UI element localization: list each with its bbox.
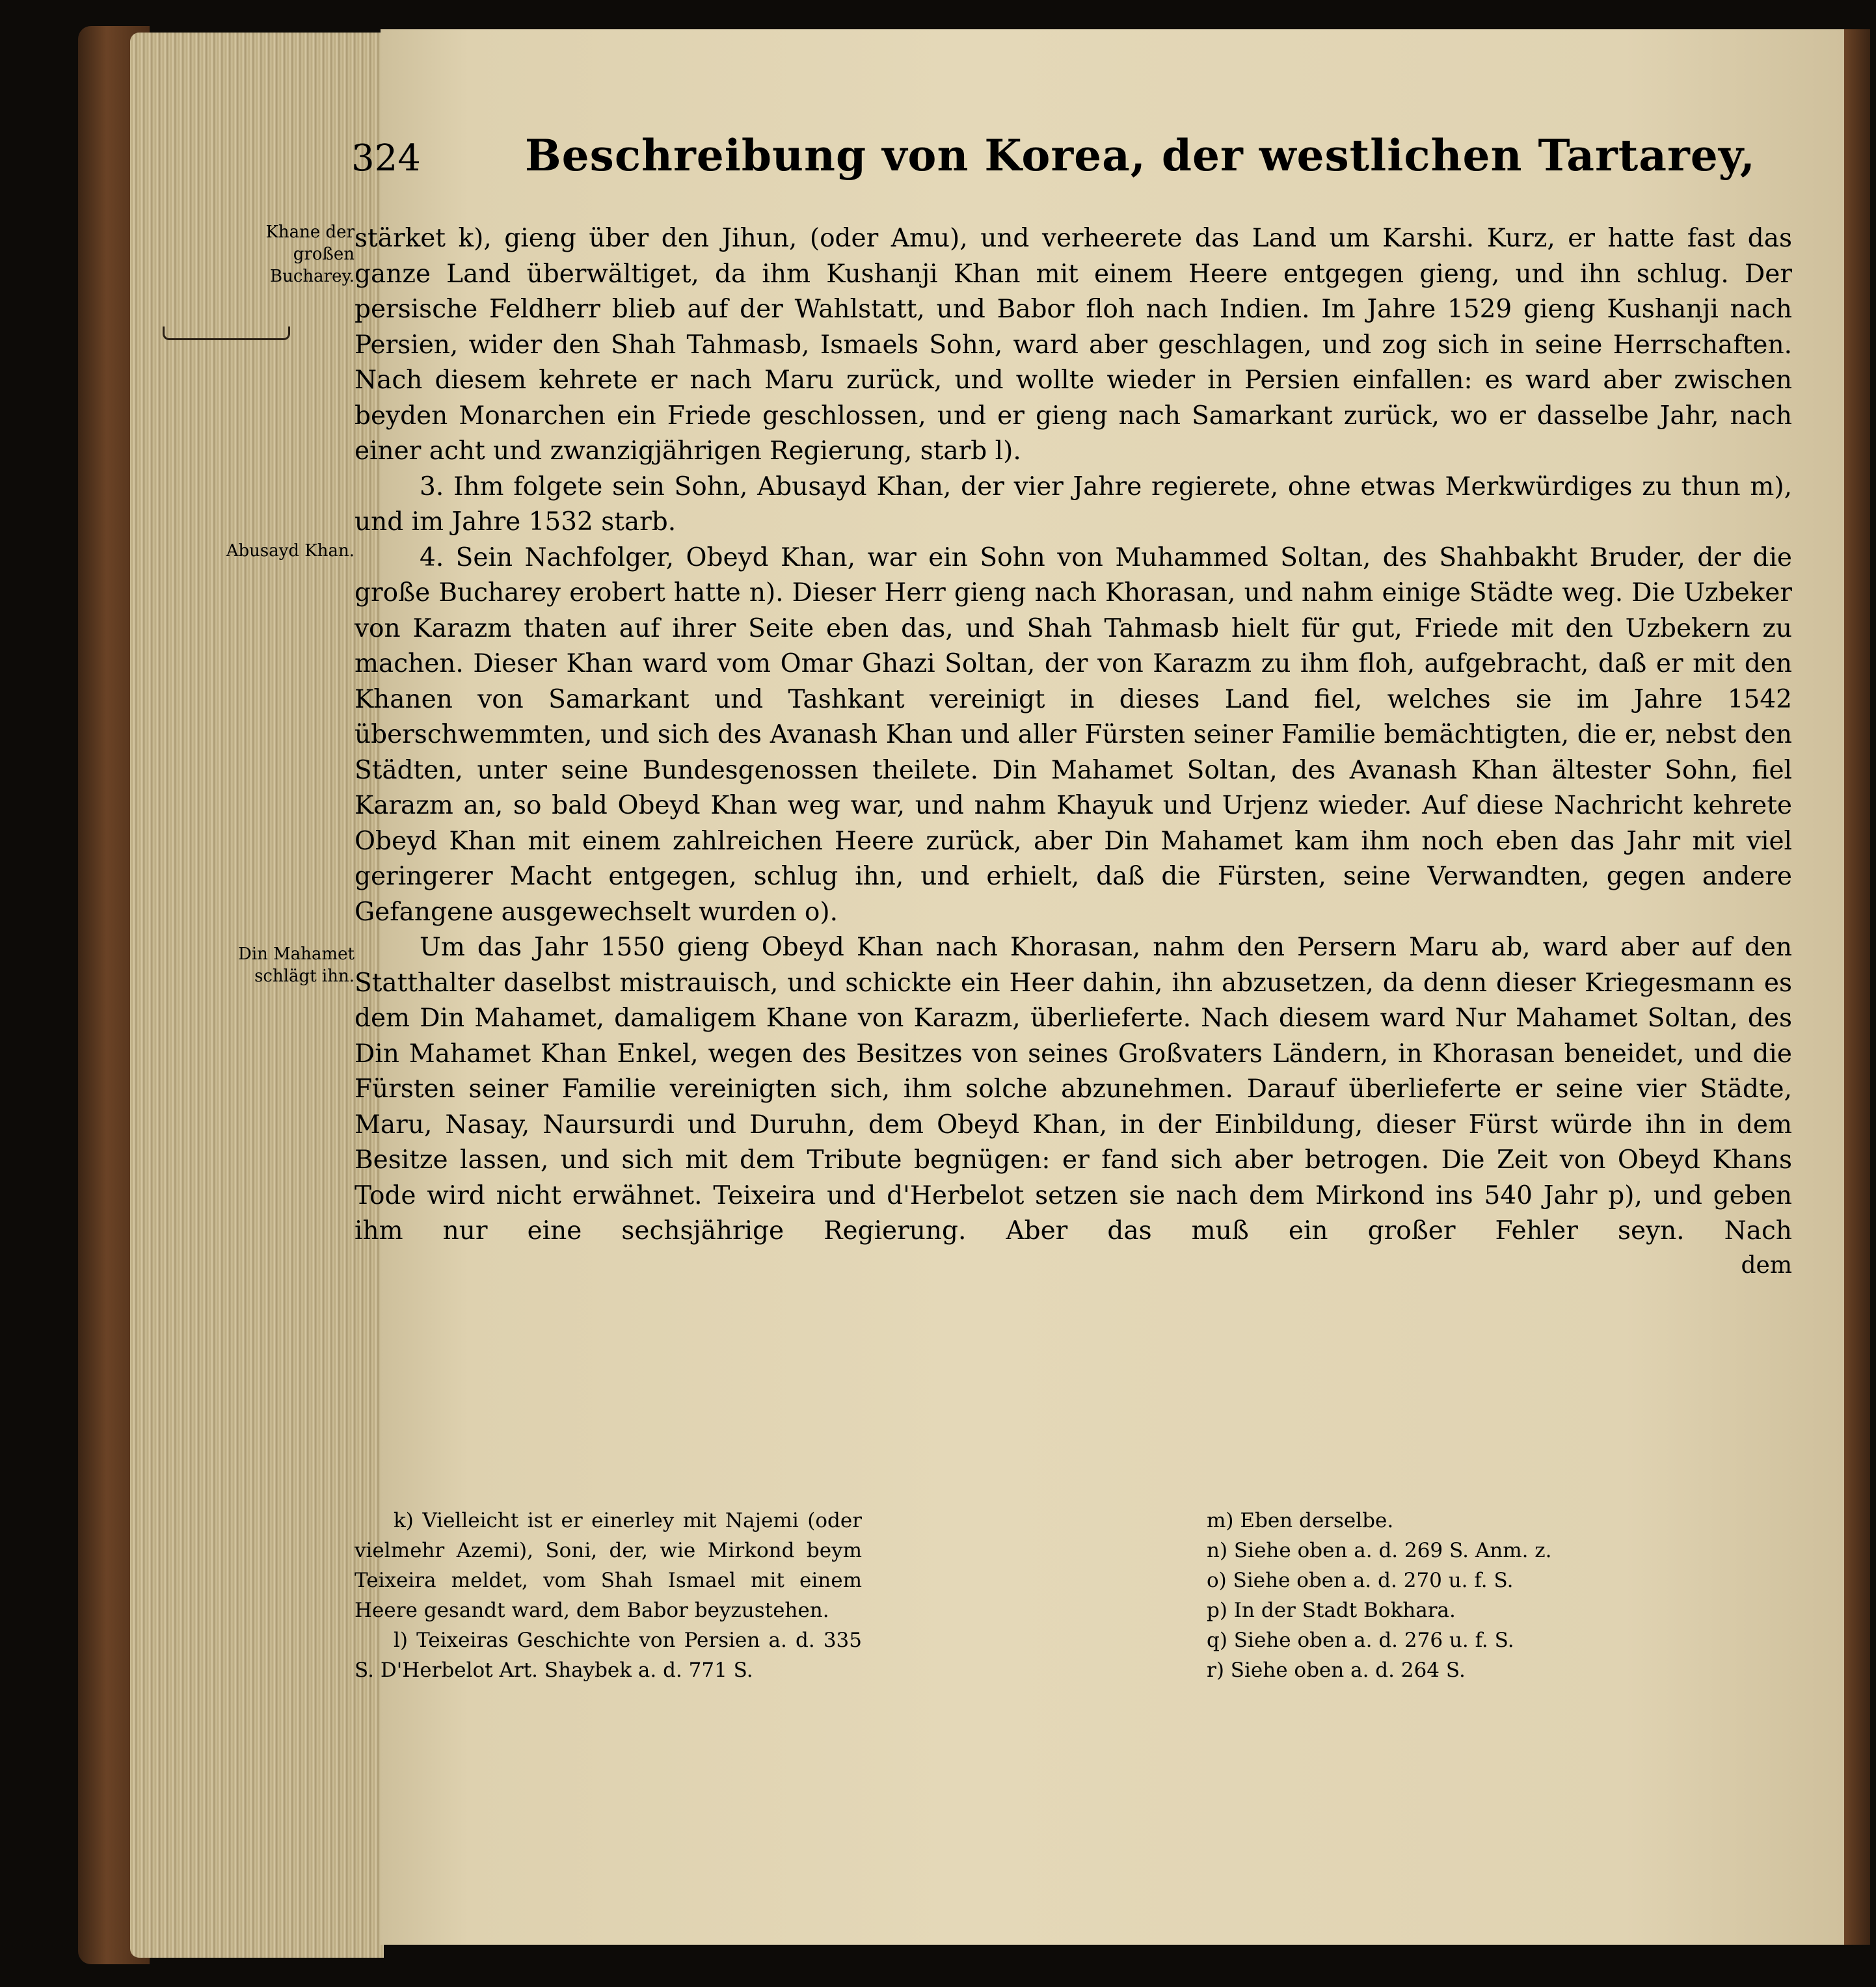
paragraph-2: 3. Ihm folgete sein Sohn, Abusayd Khan, der vier Jahre regierete, ohne etwas Merkwürdiges zu thun m), und im Jahre 1532 starb. — [355, 472, 1792, 537]
margin-bracket — [163, 327, 290, 340]
book-cover-right — [1844, 29, 1870, 1945]
footnote-q: q) Siehe oben a. d. 276 u. f. S. — [1207, 1629, 1514, 1652]
margin-note-abusayd: Abusayd Khan. — [226, 541, 355, 561]
page-header — [351, 130, 1795, 202]
running-title: Beschreibung von Korea, der westlichen Tartarey, — [524, 130, 1756, 181]
footnote-o: o) Siehe oben a. d. 270 u. f. S. — [1207, 1569, 1514, 1592]
footnotes — [355, 1506, 1792, 1685]
paragraph-1: stärket k), gieng über den Jihun, (oder Amu), und verheerete das Land um Karshi. Kurz, er hatte fast das ganze Land überwältiget, da ihm Kushanji Khan mit einem Heere entgegen gieng, und ihn schlug. Der persische Feldherr blieb auf der Wahlstatt, und Babor floh nach Indien. Im Jahre 1529 gieng Kushanji nach Persien, wider den Shah Tahmasb, Ismaels Sohn, ward aber geschlagen, und zog sich in seine Herrschaften. Nach diesem kehrete er nach Maru zurück, und wollte wieder in Persien einfallen: es ward aber zwischen beyden Monarchen ein Friede geschlossen, und er gieng nach Samarkant zurück, wo er dasselbe Jahr, nach einer acht und zwanzigjährigen Regierung, starb l). — [355, 224, 1792, 466]
paragraph-4: Um das Jahr 1550 gieng Obeyd Khan nach Khorasan, nahm den Persern Maru ab, ward aber auf den Statthalter daselbst mistrauisch, und schickte ein Heer dahin, ihn abzusetzen, da denn dieser Kriegesmann es dem Din Mahamet, damaligem Khane von Karazm, überlieferte. Nach diesem ward Nur Mahamet Soltan, des Din Mahamet Khan Enkel, wegen des Besitzes von seines Großvaters Ländern, in Khorasan beneidet, und die Fürsten seiner Familie vereinigten sich, ihm solche abzunehmen. Darauf überlieferte er seine vier Städte, Maru, Nasay, Naursurdi und Duruhn, dem Obeyd Khan, in der Einbildung, dieser Fürst würde ihn in dem Besitze lassen, und sich mit dem Tribute begnügen: er fand sich aber betrogen. Die Zeit von Obeyd Khans Tode wird nicht erwähnet. Teixeira und d'Herbelot setzen sie nach dem Mirkond ins 540 Jahr p), und geben ihm nur eine sechsjährige Regierung. Aber das muß ein großer Fehler seyn. Nach — [355, 933, 1792, 1246]
footnote-l: l) Teixeiras Geschichte von Persien a. d. 335 S. D'Herbelot Art. Shaybek a. d. 771 S. — [355, 1629, 862, 1682]
margin-note-khane: Khane der großen Bucharey. — [265, 222, 355, 286]
footnote-p: p) In der Stadt Bokhara. — [1207, 1599, 1456, 1622]
catchword: dem — [1741, 1251, 1792, 1279]
footnote-k: k) Vielleicht ist er einerley mit Najemi (oder vielmehr Azemi), Soni, der, wie Mirkond beym Teixeira meldet, vom Shah Ismael mit einem Heere gesandt ward, dem Babor beyzustehen. — [355, 1509, 862, 1622]
page-edges — [130, 33, 384, 1958]
page-number: 324 — [351, 137, 421, 180]
margin-note-din-mahamet: Din Mahamet schlägt ihn. — [237, 944, 355, 986]
footnotes-right-column — [1207, 1506, 1792, 1685]
footnote-n: n) Siehe oben a. d. 269 S. Anm. z. — [1207, 1539, 1552, 1562]
footnote-r: r) Siehe oben a. d. 264 S. — [1207, 1659, 1466, 1682]
footnotes-left-column — [355, 1506, 862, 1685]
footnote-m: m) Eben derselbe. — [1207, 1509, 1394, 1532]
paragraph-3: 4. Sein Nachfolger, Obeyd Khan, war ein Sohn von Muhammed Soltan, des Shahbakht Bruder, der die große Bucharey erobert hatte n). Dieser Herr gieng nach Khorasan, und nahm einige Städte weg. Die Uzbeker von Karazm thaten auf ihrer Seite eben das, und Shah Tahmasb hielt für gut, Friede mit den Uzbekern zu machen. Dieser Khan ward vom Omar Ghazi Soltan, der von Karazm zu ihm floh, aufgebracht, daß er mit den Khanen von Samarkant und Tashkant vereinigt in dieses Land fiel, welches sie im Jahre 1542 überschwemmten, und sich des Avanash Khan und aller Fürsten seiner Familie bemächtigten, die er, nebst den Städten, unter seine Bundesgenossen theilete. Din Mahamet Soltan, des Avanash Khan ältester Sohn, fiel Karazm an, so bald Obeyd Khan weg war, und nahm Khayuk und Urjenz wieder. Auf diese Nachricht kehrete Obeyd Khan mit einem zahlreichen Heere zurück, aber Din Mahamet kam ihm noch eben das Jahr mit viel geringerer Macht entgegen, schlug ihn, und erhielt, daß die Fürsten, seine Verwandten, gegen andere Gefangene ausgewechselt wurden o). — [355, 542, 1792, 927]
body-text — [355, 221, 1792, 1282]
